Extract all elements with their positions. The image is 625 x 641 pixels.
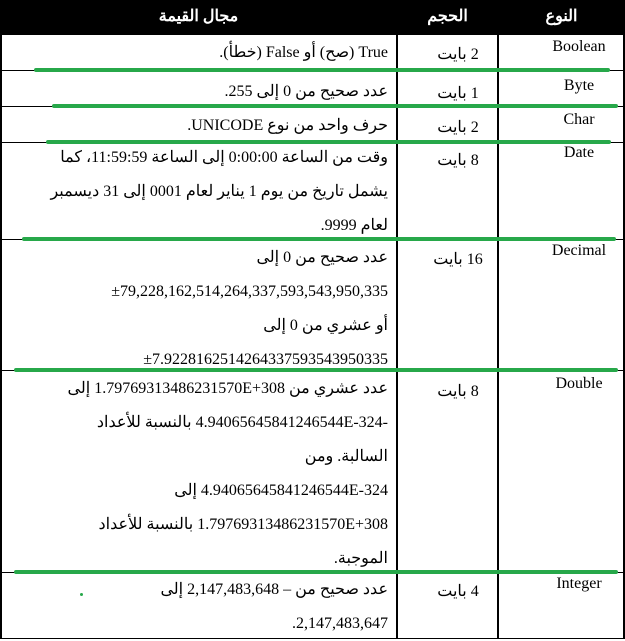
table-border-right	[623, 0, 625, 639]
header-type: النوع	[498, 0, 625, 34]
range-line: ±79,228,162,514,264,337,593,543,950,335	[111, 283, 388, 300]
range-line: عدد صحيح من 0 إلى 255.	[224, 83, 388, 100]
range-line: حرف واحد من نوع UNICODE.	[187, 117, 388, 134]
range-cell	[6, 372, 388, 576]
row-divider	[0, 34, 625, 35]
range-cell	[6, 573, 388, 641]
range-line: يشمل تاريخ من يوم 1 يناير لعام 0001 إلى 31 ديسمبر	[50, 183, 388, 200]
size-cell: 2 بايت	[437, 119, 479, 136]
range-line: 2,147,483,647.	[292, 615, 388, 632]
type-cell: Double	[555, 375, 603, 392]
type-cell: Decimal	[551, 242, 607, 259]
size-cell: 16 بايت	[433, 251, 483, 268]
size-cell: 8 بايت	[437, 383, 479, 400]
range-line: ±7.9228162514264337593543950335	[143, 351, 388, 368]
range-line: -4.94065645841246544E-324 بالنسبة للأعداد	[96, 414, 388, 431]
size-cell: 2 بايت	[437, 46, 479, 63]
range-line: 1.79769313486231570E+308 بالنسبة للأعداد	[98, 516, 388, 533]
range-line: لعام 9999.	[320, 217, 388, 234]
range-cell	[6, 75, 388, 109]
range-cell	[6, 36, 388, 70]
range-line: عدد صحيح من 0 إلى	[256, 249, 388, 266]
header-range: مجال القيمة	[0, 0, 397, 34]
range-line: وقت من الساعة 0:00:00 إلى الساعة 11:59:59، كما	[60, 149, 388, 166]
type-cell: Byte	[563, 77, 595, 94]
range-line: 4.94065645841246544E-324 إلى	[174, 482, 388, 499]
type-cell: Boolean	[552, 38, 606, 55]
type-cell: Char	[563, 111, 595, 128]
size-cell: 8 بايت	[437, 152, 479, 169]
range-cell	[6, 141, 388, 243]
column-divider	[396, 0, 398, 639]
type-cell: Date	[563, 144, 595, 161]
range-line: الموجبة.	[333, 550, 388, 567]
type-cell: Integer	[556, 575, 602, 592]
range-line: السالبة. ومن	[304, 448, 388, 465]
size-cell: 4 بايت	[437, 583, 479, 600]
header-size: الحجم	[397, 0, 498, 34]
range-line: True (صح) أو False (خطأ).	[219, 44, 388, 61]
range-line: عدد صحيح من – 2,147,483,648 إلى	[160, 581, 388, 598]
range-line: عدد عشري من 1.79769313486231570E+308 إلى	[67, 380, 388, 397]
table-border-left	[0, 0, 2, 639]
size-cell: 1 بايت	[437, 85, 479, 102]
range-line: أو عشري من 0 إلى	[263, 317, 388, 334]
range-cell	[6, 109, 388, 143]
range-cell	[6, 241, 388, 377]
